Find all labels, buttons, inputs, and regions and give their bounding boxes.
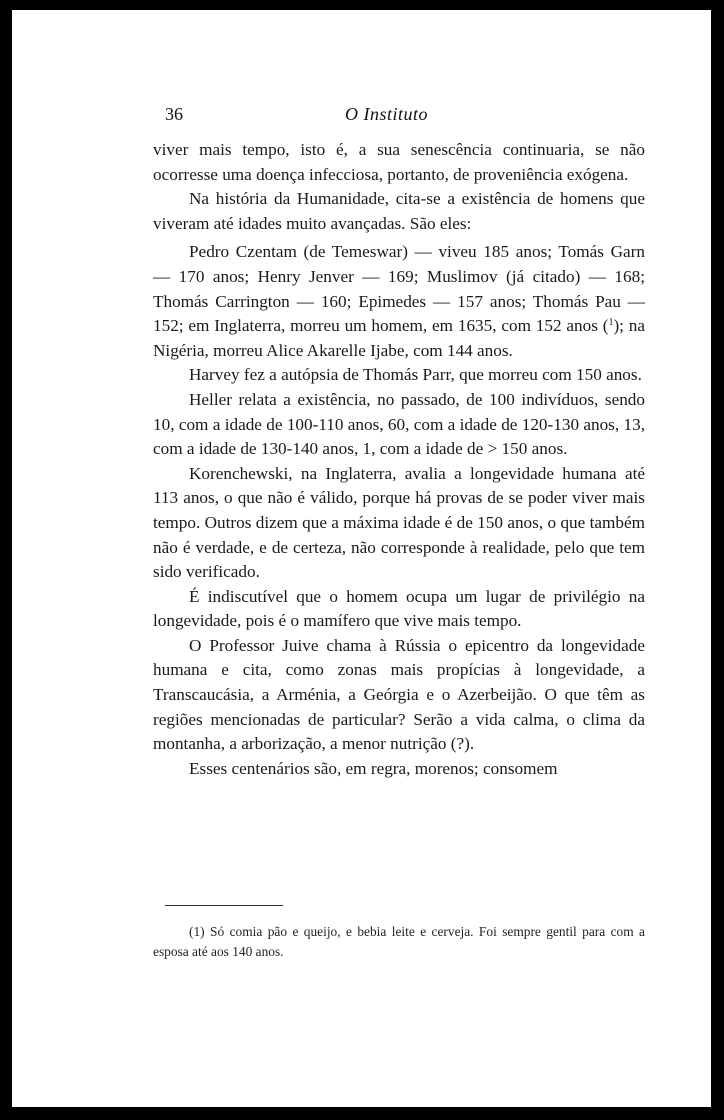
footnote-separator — [165, 905, 283, 906]
footnote-mark: 1 — [193, 924, 201, 939]
paragraph: Na história da Humanidade, cita-se a existência de homens que viveram até idades muito avançadas. São eles: — [153, 189, 645, 233]
footnote-reference[interactable]: 1 — [608, 317, 614, 329]
paragraph: Esses centenários são, em regra, morenos; consomem — [189, 758, 558, 778]
paragraph: Korenchewski, na Inglaterra, avalia a longevidade humana até 113 anos, o que não é válido, porque há provas de se poder viver mais tempo. Outros dizem que a máxima idade é de 150 anos, o que também não é verdade, e de certeza, não corresponde à realidade, pelo que tem sido verificado. — [153, 463, 645, 582]
page-header — [165, 104, 657, 128]
paragraph: viver mais tempo, isto é, a sua senescência continuaria, se não ocorresse uma doença infecciosa, portanto, de proveniência exógena. — [153, 140, 645, 184]
paragraph: Harvey fez a autópsia de Thomás Parr, que morreu com 150 anos. — [189, 365, 642, 385]
paragraph-text: ); na Nigéria, morreu Alice Akarelle Ijabe, com 144 anos. — [153, 316, 645, 360]
paragraph: O Professor Juive chama à Rússia o epicentro da longevidade humana e cita, como zonas mais propícias à longevidade, a Transcaucásia, a Arménia, a Geórgia e o Azerbeijão. O que têm as regiões mencionadas de particular? Serão a vida calma, o clima da montanha, a arborização, a menor nutrição (?). — [153, 635, 645, 754]
paragraph-text: Pedro Czentam (de Temeswar) — viveu 185 anos; Tomás Garn — 170 anos; Henry Jenver — 169; Muslimov (já citado) — 168; Thomás Carrington — 160; Epimedes — 157 anos; Thomás Pau — 152; em Inglaterra, morreu um homem, em 1635, com 152 anos ( — [153, 242, 645, 336]
paragraph — [153, 240, 645, 363]
page-number: 36 — [165, 104, 183, 124]
paragraph: Heller relata a existência, no passado, de 100 indivíduos, sendo 10, com a idade de 100-110 anos, 60, com a idade de 120-130 anos, 13, com a idade de 130-140 anos, 1, com a idade de > 150 anos. — [153, 389, 645, 459]
body-text — [153, 138, 645, 781]
running-title: O Instituto — [345, 104, 429, 124]
footnote: (1) Só comia pão e queijo, e bebia leite e cerveja. Foi sempre gentil para com a esposa até aos 140 anos. — [153, 924, 646, 959]
footnote-text: Só comia pão e queijo, e bebia leite e cerveja. Foi sempre gentil para com a esposa até aos 140 anos. — [153, 924, 646, 959]
paragraph: É indiscutível que o homem ocupa um lugar de privilégio na longevidade, pois é o mamífero que vive mais tempo. — [153, 586, 645, 631]
